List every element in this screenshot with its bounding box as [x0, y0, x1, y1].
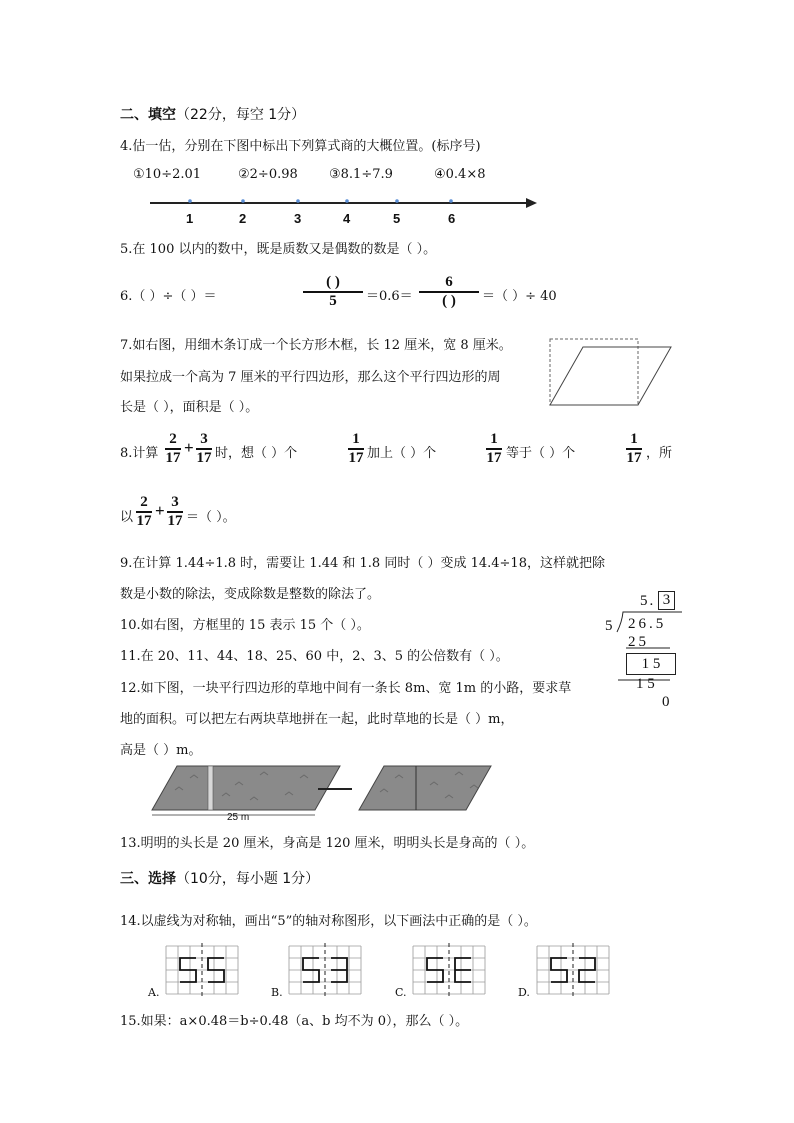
- q8-a-den: 17: [165, 450, 181, 466]
- lawn-dimension-label: 25 m: [227, 812, 250, 823]
- q8-b-num: 3: [200, 431, 208, 447]
- q8-b-num: 3: [171, 494, 179, 510]
- q8-u1-num: 1: [352, 431, 360, 447]
- tick-2: 2: [239, 211, 247, 226]
- highlighted-15-box: 1 5: [626, 653, 676, 675]
- q4-expr-2: ②2÷0.98: [238, 167, 298, 182]
- q8-u1-den: 17: [348, 450, 364, 466]
- division-step-1: 25: [628, 634, 649, 650]
- q8-plus-2: +: [155, 501, 165, 520]
- option-d-label[interactable]: D.: [518, 986, 530, 999]
- q9-line-2: 数是小数的除法，变成除数是整数的除法了。: [120, 587, 381, 602]
- section-3-title: 三、选择: [120, 871, 176, 887]
- q14-text: 14.以虚线为对称轴，画出“5”的轴对称图形，以下画法中正确的是（ ）。: [120, 914, 537, 929]
- q8-u3-den: 17: [626, 450, 642, 466]
- q13-text: 13.明明的头长是 20 厘米，身高是 120 厘米，明明头长是身高的（ ）。: [120, 836, 535, 851]
- divisor: 5: [605, 618, 613, 634]
- division-step-3: 1 5: [636, 676, 655, 692]
- q8-p1: 8.计算: [120, 446, 159, 461]
- q8-u2-num: 1: [490, 431, 498, 447]
- q8-p5: ，所: [646, 446, 673, 461]
- option-b-figure: [289, 943, 361, 997]
- q7-line-2: 如果拉成一个高为 7 厘米的平行四边形，那么这个平行四边形的周: [120, 370, 501, 385]
- q4-expr-3: ③8.1÷7.9: [329, 167, 393, 182]
- q15-text: 15.如果：a×0.48＝b÷0.48（a、b 均不为 0），那么（ ）。: [120, 1014, 469, 1029]
- q8-p2: 时，想（ ）个: [215, 446, 298, 461]
- tick-5: 5: [393, 211, 401, 226]
- option-b-label[interactable]: B.: [271, 986, 283, 999]
- option-a-label[interactable]: A.: [148, 986, 160, 999]
- option-c-label[interactable]: C.: [395, 986, 407, 999]
- q8-plus: +: [184, 438, 194, 457]
- q8-b-den: 17: [196, 450, 212, 466]
- quotient-box: 3: [658, 591, 675, 610]
- option-c-figure: [413, 943, 485, 997]
- q12-line-2: 地的面积。可以把左右两块草地拼在一起，此时草地的长是（ ）m，: [120, 712, 514, 727]
- tick-6: 6: [448, 211, 456, 226]
- q8-p3: 加上（ ）个: [367, 446, 437, 461]
- quotient-integer: 5.: [640, 593, 656, 609]
- q7-line-3: 长是（ ），面积是（ ）。: [120, 400, 259, 415]
- remainder: 0: [662, 694, 670, 710]
- option-d-figure: [537, 943, 609, 997]
- q6-f2-numerator: 6: [445, 274, 453, 290]
- section-3-note: （10分，每小题 1分）: [176, 871, 320, 887]
- option-a-figure: [166, 943, 238, 997]
- q6-suffix: ＝（ ）÷ 40: [482, 289, 557, 304]
- q6-mid: ＝0.6＝: [366, 289, 413, 304]
- q4-expr-4: ④0.4×8: [434, 167, 486, 182]
- dividend: 26.5: [628, 616, 667, 632]
- q8-a-den: 17: [136, 513, 152, 529]
- q6-f2-denominator: ( ): [442, 293, 456, 309]
- q8-a-num: 2: [140, 494, 148, 510]
- q9-line-1: 9.在计算 1.44÷1.8 时，需要让 1.44 和 1.8 同时（ ）变成 14.4÷18，这样就把除: [120, 556, 605, 571]
- q6-prefix: 6.（ ）÷（ ）＝: [120, 289, 217, 304]
- tick-1: 1: [186, 211, 194, 226]
- q8-l2-p2: ＝（ ）。: [186, 510, 236, 525]
- q11-text: 11.在 20、11、44、18、25、60 中，2、3、5 的公倍数有（ ）。: [120, 649, 509, 664]
- tick-4: 4: [343, 211, 351, 226]
- section-2-note: （22分，每空 1分）: [176, 107, 306, 123]
- section-2-title: 二、填空: [120, 107, 176, 123]
- q8-b-den: 17: [167, 513, 183, 529]
- q10-text: 10.如右图，方框里的 15 表示 15 个（ ）。: [120, 618, 370, 633]
- q4-expr-1: ①10÷2.01: [133, 167, 202, 182]
- q12-line-1: 12.如下图，一块平行四边形的草地中间有一条长 8m、宽 1m 的小路，要求草: [120, 681, 572, 696]
- q8-u2-den: 17: [486, 450, 502, 466]
- q8-u3-num: 1: [630, 431, 638, 447]
- q5-text: 5.在 100 以内的数中，既是质数又是偶数的数是（ ）。: [120, 242, 437, 257]
- tick-3: 3: [294, 211, 302, 226]
- q4-text: 4.估一估，分别在下图中标出下列算式商的大概位置。(标序号): [120, 139, 481, 154]
- q8-a-num: 2: [169, 431, 177, 447]
- q6-f1-numerator: ( ): [326, 274, 340, 290]
- q8-p4: 等于（ ）个: [506, 446, 576, 461]
- q12-line-3: 高是（ ）m。: [120, 743, 202, 758]
- q8-l2-p1: 以: [120, 510, 134, 525]
- q7-line-1: 7.如右图，用细木条订成一个长方形木框，长 12 厘米，宽 8 厘米。: [120, 338, 512, 353]
- q6-f1-denominator: 5: [329, 293, 337, 309]
